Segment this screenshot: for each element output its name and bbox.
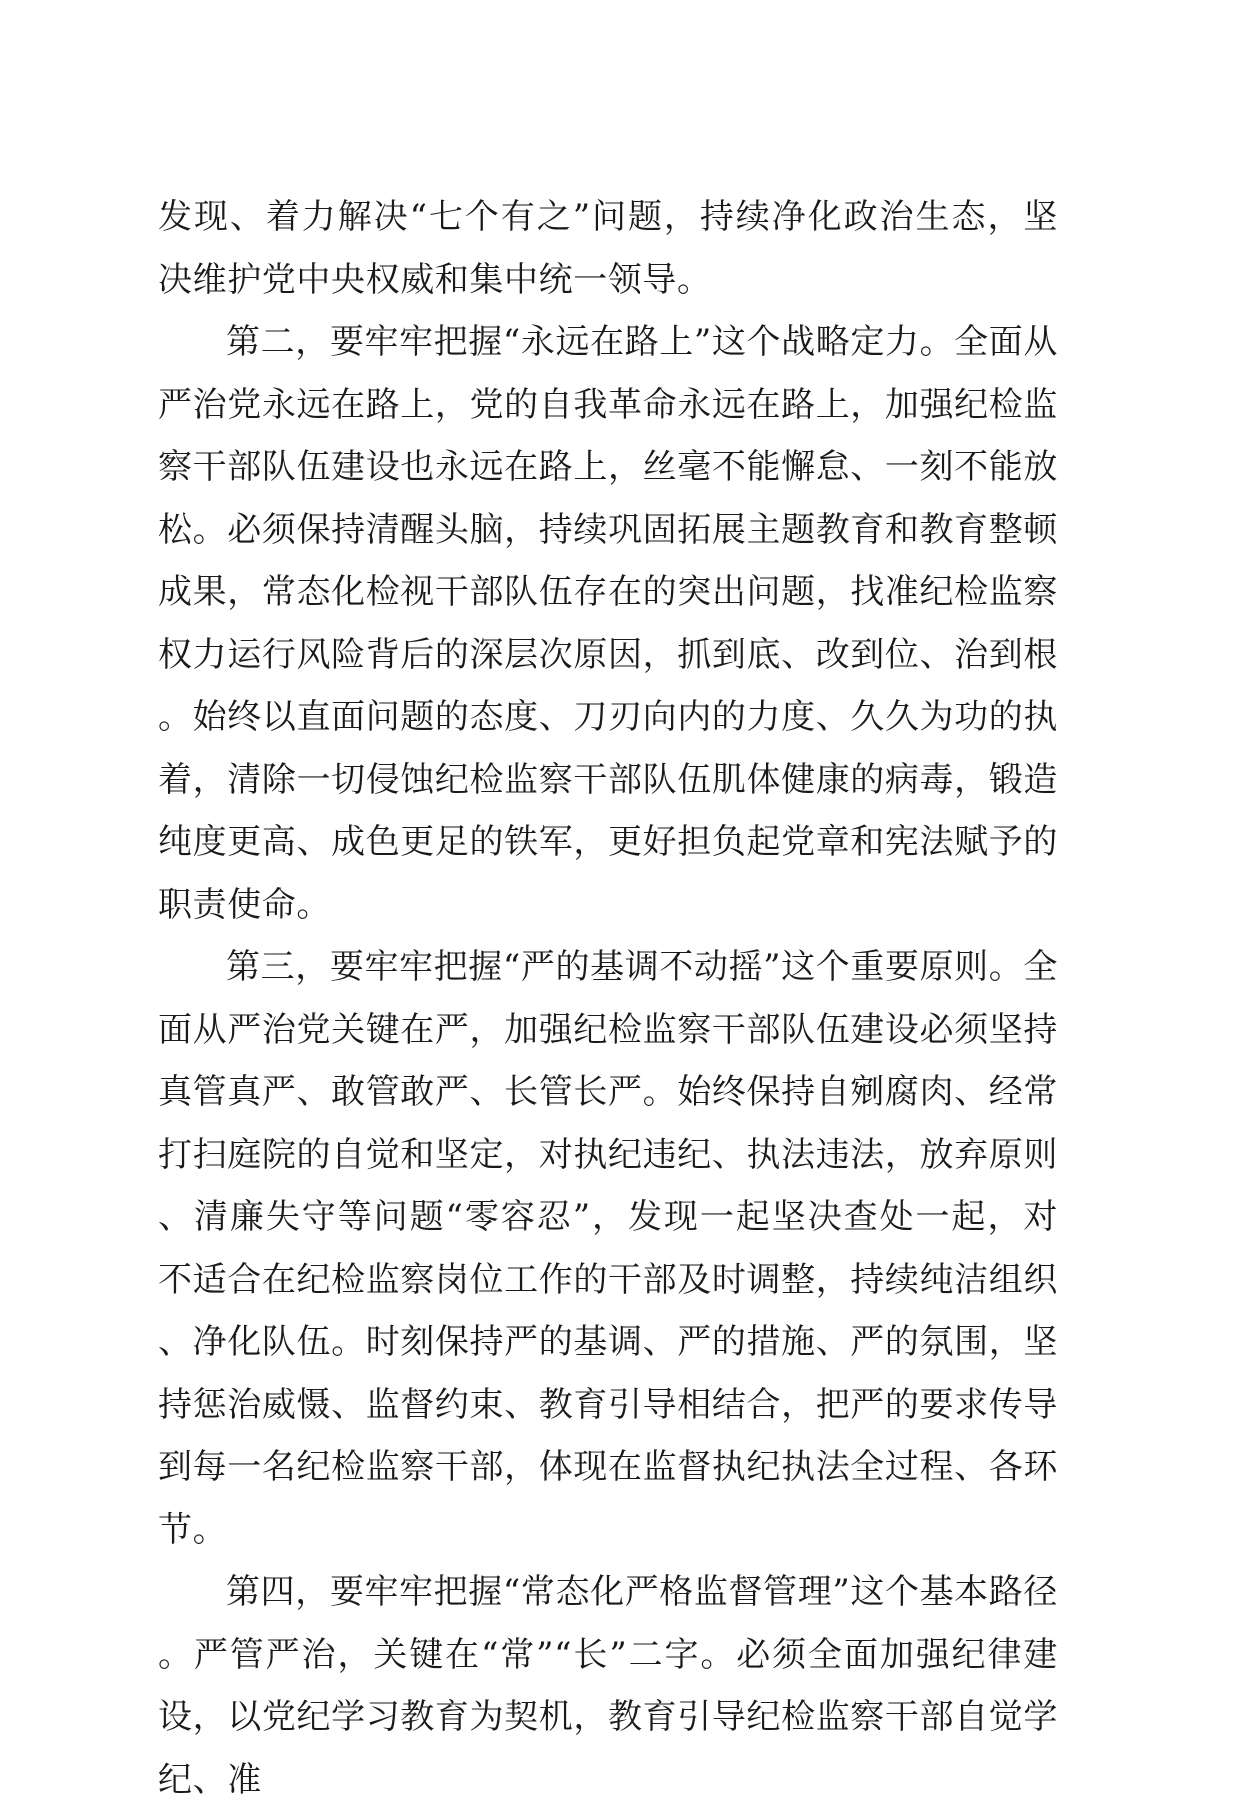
paragraph-fourth-point: 第四，要牢牢把握“常态化严格监督管理”这个基本路径。严管严治，关键在“常”“长”二字。必须全面加强纪律建设，以党纪学习教育为契机，教育引导纪检监察干部自觉学纪、准 [158,1572,1058,1800]
paragraph-second-point: 第二，要牢牢把握“永远在路上”这个战略定力。全面从严治党永远在路上，党的自我革命永远在路上，加强纪检监察干部队伍建设也永远在路上，丝毫不能懈怠、一刻不能放松。必须保持清醒头脑，持续巩固拓展主题教育和教育整顿成果，常态化检视干部队伍存在的突出问题，找准纪检监察权力运行风险背后的深层次原因，抓到底、改到位、治到根。始终以直面问题的态度、刀刃向内的力度、久久为功的执着，清除一切侵蚀纪检监察干部队伍肌体健康的病毒，锻造纯度更高、成色更足的铁军，更好担负起党章和宪法赋予的职责使命。 [158,322,1058,925]
body-text [158,186,1058,1811]
paragraph-third-point: 第三，要牢牢把握“严的基调不动摇”这个重要原则。全面从严治党关键在严，加强纪检监察干部队伍建设必须坚持真管真严、敢管敢严、长管长严。始终保持自剜腐肉、经常打扫庭院的自觉和坚定，对执纪违纪、执法违法，放弃原则、清廉失守等问题“零容忍”，发现一起坚决查处一起，对不适合在纪检监察岗位工作的干部及时调整，持续纯洁组织、净化队伍。时刻保持严的基调、严的措施、严的氛围，坚持惩治威慑、监督约束、教育引导相结合，把严的要求传导到每一名纪检监察干部，体现在监督执纪执法全过程、各环节。 [158,947,1058,1550]
paragraph-continuation: 发现、着力解决“七个有之”问题，持续净化政治生态，坚决维护党中央权威和集中统一领导。 [158,197,1058,300]
